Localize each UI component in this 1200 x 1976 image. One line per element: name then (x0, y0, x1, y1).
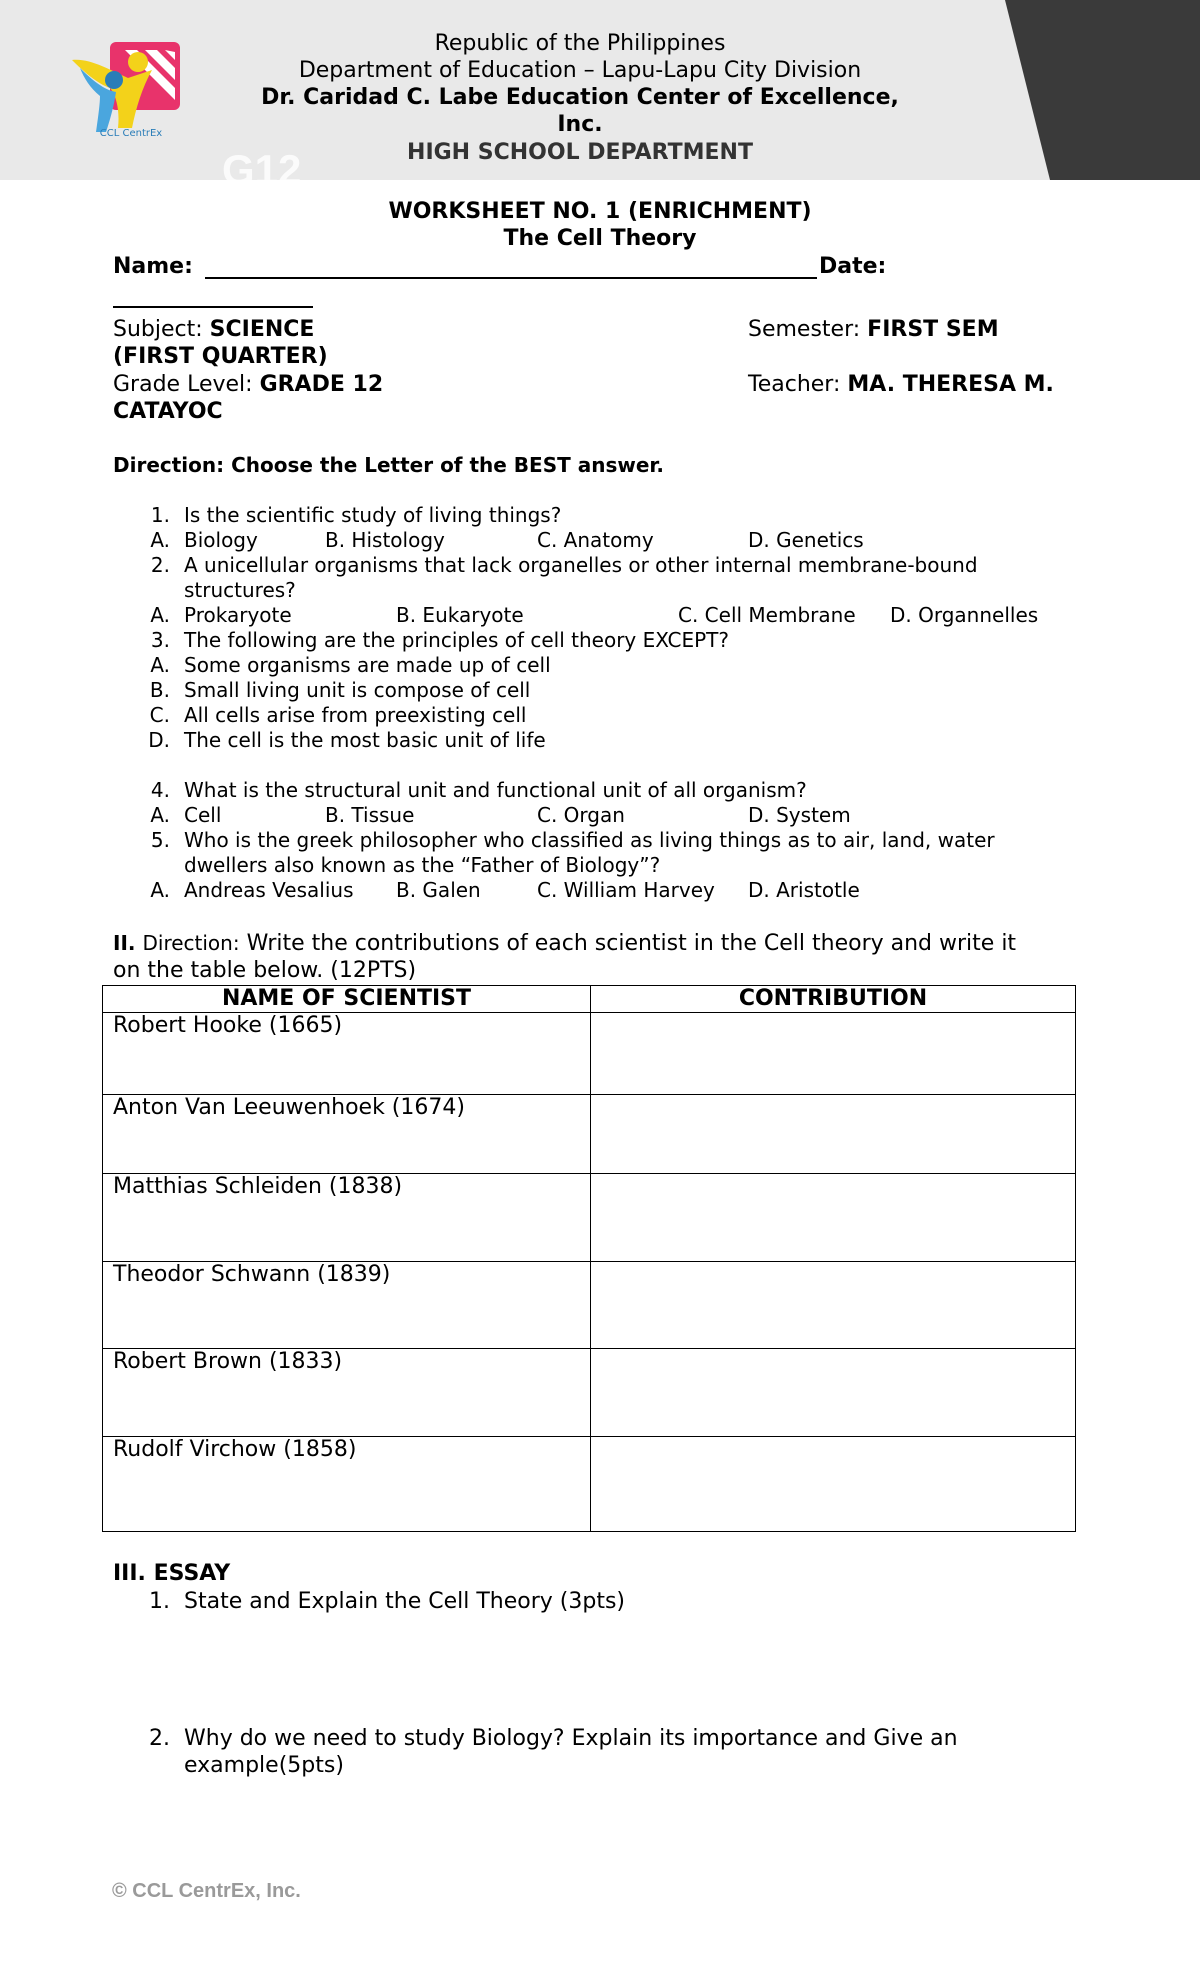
grade-row (113, 371, 383, 398)
header-corner-block (1050, 0, 1200, 180)
essay-2-text-continued: example(5pts) (184, 1753, 344, 1778)
q5-option-d[interactable]: D. Aristotle (748, 878, 860, 902)
essay-2-text: Why do we need to study Biology? Explain its importance and Give an (184, 1726, 958, 1751)
contribution-cell[interactable] (591, 1349, 1076, 1437)
q3-option-c-text: All cells arise from preexisting cell (184, 703, 527, 727)
grade-value: GRADE 12 (259, 372, 384, 397)
q4-option-d[interactable]: D. System (748, 803, 851, 827)
q3-option-d-text: The cell is the most basic unit of life (184, 728, 546, 752)
q1-option-a-letter: A. (150, 528, 170, 552)
scientist-table (102, 985, 1076, 1532)
table-row (103, 1349, 1076, 1437)
scientist-name: Matthias Schleiden (1838) (103, 1174, 591, 1262)
header-department: HIGH SCHOOL DEPARTMENT (407, 140, 753, 165)
q1-option-c[interactable]: C. Anatomy (537, 528, 654, 552)
subject-value: SCIENCE (209, 317, 315, 342)
teacher-value-continued: CATAYOC (113, 399, 223, 424)
page-header (0, 0, 1200, 193)
name-label: Name: (113, 254, 193, 279)
q4-option-a[interactable]: Cell (184, 803, 222, 827)
scientist-name: Anton Van Leeuwenhoek (1674) (103, 1095, 591, 1174)
table-row (103, 1013, 1076, 1095)
part1-direction: Direction: Choose the Letter of the BEST answer. (113, 453, 665, 477)
part2-number: II. (113, 931, 136, 955)
header-corner-slant (1005, 0, 1050, 180)
scientist-name: Theodor Schwann (1839) (103, 1262, 591, 1349)
q4-option-b[interactable]: B. Tissue (325, 803, 415, 827)
q3-option-b-letter: B. (149, 678, 170, 702)
q2-option-d[interactable]: D. Organnelles (890, 603, 1039, 627)
essay-1-text: State and Explain the Cell Theory (3pts) (184, 1589, 625, 1614)
table-row (103, 1437, 1076, 1532)
header-text (230, 30, 930, 138)
q3-option-a-letter: A. (150, 653, 170, 677)
date-blank[interactable] (113, 282, 313, 308)
q5-option-a[interactable]: Andreas Vesalius (184, 878, 354, 902)
q2-option-b[interactable]: B. Eukaryote (396, 603, 524, 627)
q2-text-continued: structures? (184, 578, 296, 602)
q4-text: What is the structural unit and functional unit of all organism? (184, 778, 807, 802)
subject-row (113, 316, 314, 343)
contribution-cell[interactable] (591, 1174, 1076, 1262)
q3-option-c-letter: C. (149, 703, 170, 727)
contribution-cell[interactable] (591, 1095, 1076, 1174)
teacher-label: Teacher: (748, 372, 841, 397)
q4-option-a-letter: A. (150, 803, 170, 827)
part2-direction-continued: on the table below. (12PTS) (113, 958, 417, 983)
q3-number: 3. (150, 628, 170, 652)
q2-option-a-letter: A. (150, 603, 170, 627)
grade-watermark: G12 (222, 146, 302, 193)
table-row (103, 1095, 1076, 1174)
q1-option-a[interactable]: Biology (184, 528, 258, 552)
worksheet-title: WORKSHEET NO. 1 (ENRICHMENT) (388, 199, 812, 224)
q5-option-b[interactable]: B. Galen (396, 878, 481, 902)
name-blank[interactable] (205, 253, 817, 279)
q1-number: 1. (150, 503, 170, 527)
q5-text: Who is the greek philosopher who classified as living things as to air, land, water (184, 828, 995, 852)
q2-option-a[interactable]: Prokaryote (184, 603, 292, 627)
header-line-school: Dr. Caridad C. Labe Education Center of Excellence, (261, 85, 899, 110)
q2-text: A unicellular organisms that lack organelles or other internal membrane-bound (184, 553, 978, 577)
column-header-scientist: NAME OF SCIENTIST (103, 986, 591, 1013)
school-logo-icon (70, 40, 185, 140)
q1-option-b[interactable]: B. Histology (325, 528, 445, 552)
part3-title: III. ESSAY (113, 1561, 231, 1586)
header-line-inc: Inc. (557, 112, 603, 137)
grade-label: Grade Level: (113, 372, 253, 397)
logo-caption: CCL CentrEx (99, 128, 163, 139)
q4-number: 4. (150, 778, 170, 802)
q2-option-c[interactable]: C. Cell Membrane (678, 603, 856, 627)
contribution-cell[interactable] (591, 1262, 1076, 1349)
essay-2-number: 2. (149, 1726, 170, 1751)
table-header-row (103, 986, 1076, 1013)
q3-text: The following are the principles of cell theory EXCEPT? (184, 628, 729, 652)
q1-option-d[interactable]: D. Genetics (748, 528, 864, 552)
teacher-value: MA. THERESA M. (847, 372, 1054, 397)
worksheet-subtitle: The Cell Theory (503, 226, 697, 251)
q1-text: Is the scientific study of living things? (184, 503, 562, 527)
date-label: Date: (819, 254, 887, 279)
semester-value: FIRST SEM (867, 317, 999, 342)
quarter-value: (FIRST QUARTER) (113, 344, 328, 369)
q2-number: 2. (150, 553, 170, 577)
copyright-footer: © CCL CentrEx, Inc. (112, 1880, 301, 1902)
q5-option-c[interactable]: C. William Harvey (537, 878, 715, 902)
header-line-deped: Department of Education – Lapu-Lapu City Division (298, 58, 862, 83)
table-row (103, 1174, 1076, 1262)
contribution-cell[interactable] (591, 1013, 1076, 1095)
scientist-name: Rudolf Virchow (1858) (103, 1437, 591, 1532)
q5-text-continued: dwellers also known as the “Father of Biology”? (184, 853, 661, 877)
column-header-contribution: CONTRIBUTION (591, 986, 1076, 1013)
contribution-cell[interactable] (591, 1437, 1076, 1532)
q3-option-a-text: Some organisms are made up of cell (184, 653, 551, 677)
part2-direction-text: Write the contributions of each scientist in the Cell theory and write it (246, 931, 1017, 956)
scientist-name: Robert Brown (1833) (103, 1349, 591, 1437)
subject-label: Subject: (113, 317, 203, 342)
part2-direction-label: Direction: (142, 931, 240, 955)
q5-number: 5. (150, 828, 170, 852)
q4-option-c[interactable]: C. Organ (537, 803, 625, 827)
q3-option-d-letter: D. (148, 728, 170, 752)
scientist-name: Robert Hooke (1665) (103, 1013, 591, 1095)
q5-option-a-letter: A. (150, 878, 170, 902)
teacher-row (748, 371, 1054, 398)
semester-row (748, 316, 999, 343)
table-row (103, 1262, 1076, 1349)
part2-direction (113, 930, 1016, 957)
essay-1-number: 1. (149, 1589, 170, 1614)
semester-label: Semester: (748, 317, 861, 342)
header-line-republic: Republic of the Philippines (434, 31, 726, 56)
q3-option-b-text: Small living unit is compose of cell (184, 678, 531, 702)
